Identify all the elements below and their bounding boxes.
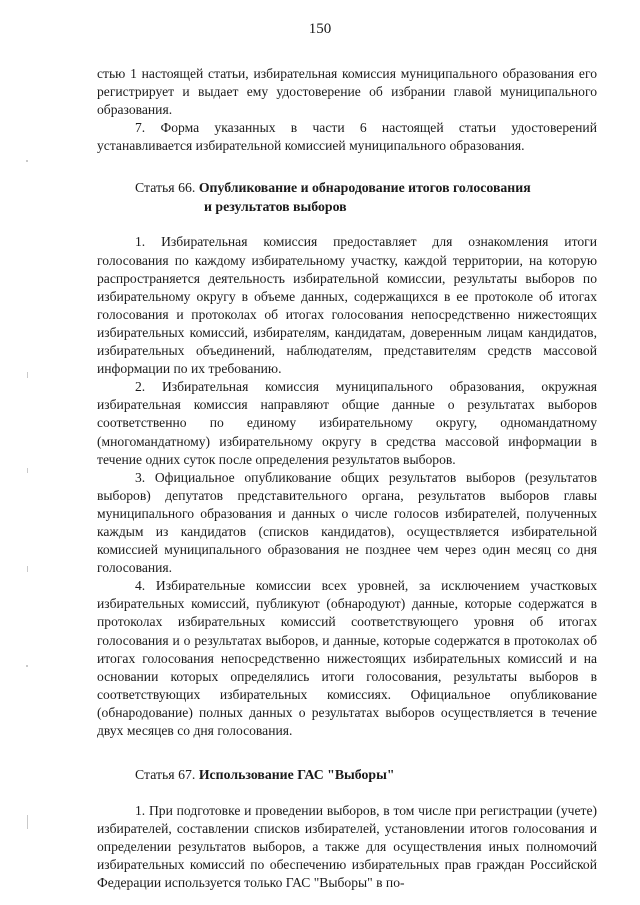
paragraph-intro-continuation: стью 1 настоящей статьи, избирательная комиссия муниципального образования его регистрирует и выдает ему удостоверение об избрании главой муниципального образования. [97,66,597,118]
scan-edge-mark [27,468,28,473]
scan-edge-mark [27,566,28,572]
article-66-title-line2: и результатов выборов [204,199,347,215]
scan-dot [26,665,28,667]
article-67-heading [97,765,597,784]
article-66-heading [97,178,597,216]
scan-edge-mark [27,815,28,829]
page-content [97,65,597,893]
article-66-paragraph-3: 3. Официальное опубликование общих результатов выборов (результатов выборов) депутатов представительного органа, результатов выборов главы муниципального образования и данных о числе голосов избирателей, полученных каждым из кандидатов (списков кандидатов), осуществляется избирательной комиссией муниципального образования не позднее чем через один месяц со дня голосования. [97,469,597,576]
article-66-paragraph-2: 2. Избирательная комиссия муниципального образования, окружная избирательная комиссия направляют общие данные о результатах выборов соответственно по единому избирательному округу, одномандатному (многомандатному) избирательному округу в средства массовой информации в течение одних суток после определения результатов выборов. [97,379,597,467]
article-66-paragraph-4: 4. Избирательные комиссии всех уровней, за исключением участковых избирательных комиссий, публикуют (обнародуют) данные, которые содержатся в протоколах избирательных комиссий соответствующего уровня об итогах голосования и о результатах выборов, и данные, которые содержатся в протоколах об итогах голосования непосредственно нижестоящих избирательных комиссий и на основании которых определялись итоги голосования, результаты выборов в соответствующих избирательных комиссиях. Официальное опубликование (обнародование) полных данных о результатах выборов осуществляется в течение двух месяцев со дня голосования. [97,578,597,738]
page-number: 150 [308,21,332,37]
article-66-paragraph-1: 1. Избирательная комиссия предоставляет для ознакомления итоги голосования по каждому избирательному участку, каждой территории, на которую распространяется деятельность избирательной комиссии, результаты выборов по избирательному округу в объеме данных, содержащихся в ее протоколе об итогах голосования и протоколах об итогах голосования непосредственно нижестоящих избирательных комиссий, избирателям, кандидатам, доверенным лицам кандидатов, избирательных объединений, наблюдателям, представителям средств массовой информации по их требованию. [97,234,597,377]
scan-dot [26,160,28,162]
article-66-title-line1: Опубликование и обнародование итогов голосования [198,180,531,196]
article-67-number: Статья 67. [135,767,196,783]
scan-edge-mark [27,372,28,378]
article-67-paragraph-1: 1. При подготовке и проведении выборов, в том числе при регистрации (учете) избирателей, составлении списков избирателей, установлении итогов голосования и определении результатов выборов, а также для осуществления иных полномочий избирательных комиссий по обеспечению избирательных прав граждан Российской Федерации используется только ГАС "Выборы" в по- [97,803,597,891]
article-66-number: Статья 66. [135,180,196,196]
paragraph-intro-7: 7. Форма указанных в части 6 настоящей статьи удостоверений устанавливается избирательной комиссией муниципального образования. [97,120,597,154]
article-67-title: Использование ГАС "Выборы" [198,767,395,783]
